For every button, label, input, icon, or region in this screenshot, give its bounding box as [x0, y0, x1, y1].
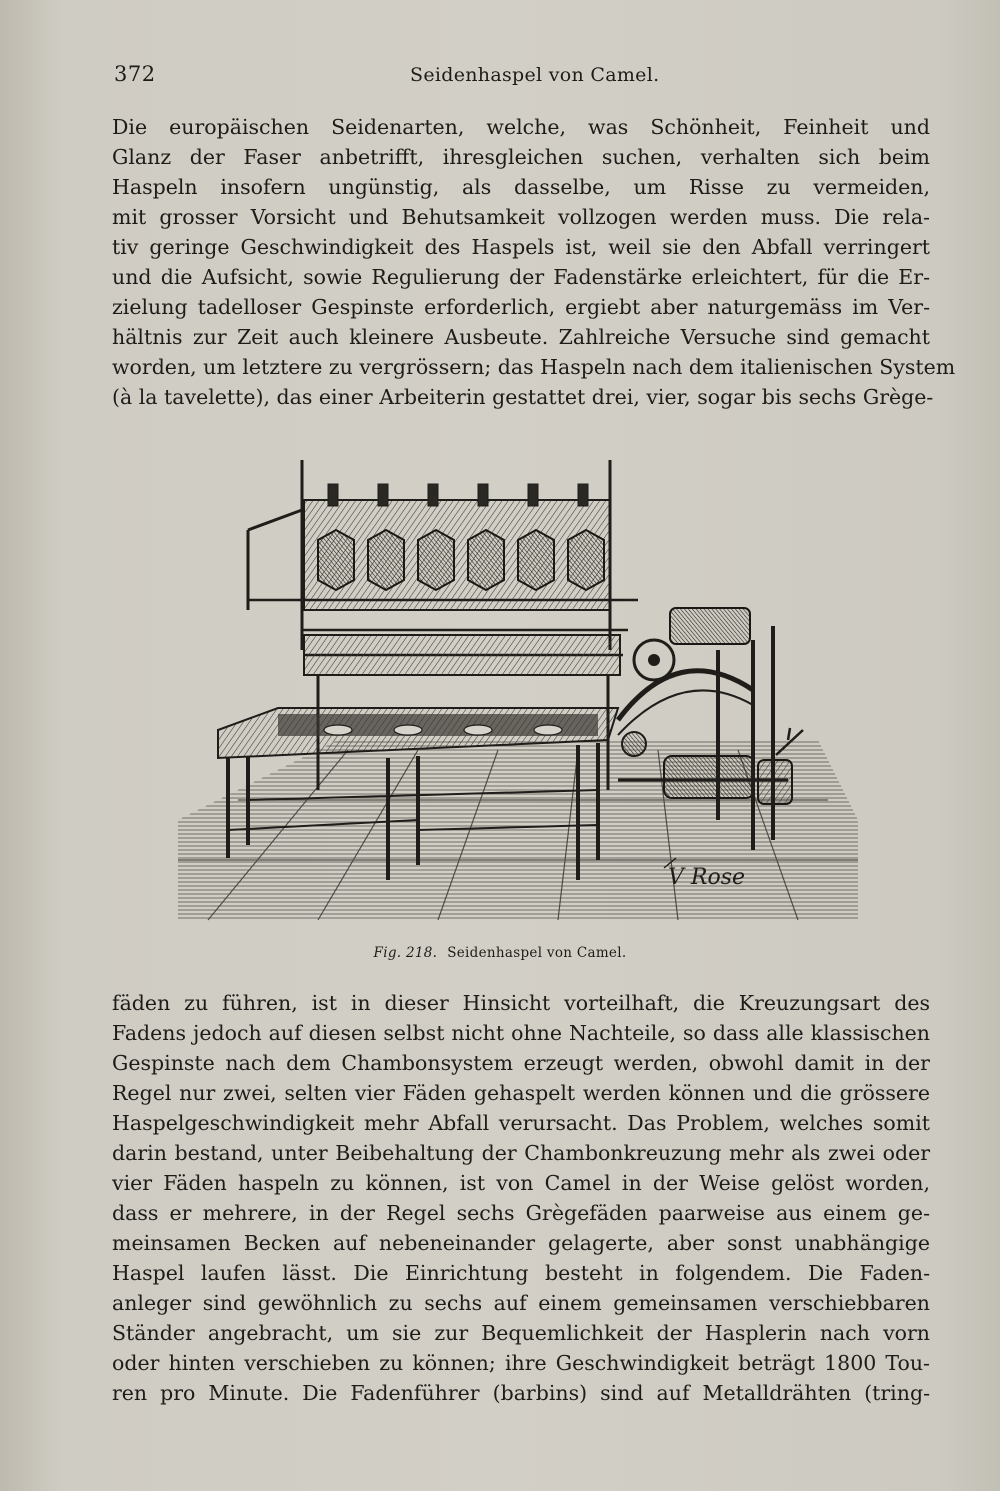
text-line: tiv geringe Geschwindigkeit des Haspels ist, weil sie den Abfall verringert [112, 235, 930, 259]
silk-reel-machine-illustration [178, 440, 858, 930]
text-line: Regel nur zwei, selten vier Fäden gehaspelt werden können und die grössere [112, 1081, 930, 1105]
text-line: darin bestand, unter Beibehaltung der Chambonkreuzung mehr als zwei oder [112, 1141, 930, 1165]
text-line: Glanz der Faser anbetrifft, ihresgleichen suchen, verhalten sich beim [112, 145, 930, 169]
text-line: Die europäischen Seidenarten, welche, was Schönheit, Feinheit und [112, 115, 930, 139]
text-line: Fadens jedoch auf diesen selbst nicht ohne Nachteile, so dass alle klassischen [112, 1021, 930, 1045]
paragraph-top [112, 112, 956, 412]
text-line: und die Aufsicht, sowie Regulierung der Fadenstärke erleichtert, für die Er- [112, 265, 930, 289]
text-line: mit grosser Vorsicht und Behutsamkeit vollzogen werden muss. Die rela- [112, 205, 930, 229]
running-title: Seidenhaspel von Camel. [410, 64, 660, 86]
page-header [112, 58, 930, 94]
artist-signature: V Rose [668, 865, 745, 890]
paragraph-bottom [112, 988, 930, 1408]
text-line: fäden zu führen, ist in dieser Hinsicht vorteilhaft, die Kreuzungsart des [112, 991, 930, 1015]
text-line: hältnis zur Zeit auch kleinere Ausbeute. Zahlreiche Versuche sind gemacht [112, 325, 930, 349]
text-line: Haspelgeschwindigkeit mehr Abfall verursacht. Das Problem, welches somit [112, 1111, 930, 1135]
text-line: anleger sind gewöhnlich zu sechs auf einem gemeinsamen verschiebbaren [112, 1291, 930, 1315]
text-line: worden, um letztere zu vergrössern; das Haspeln nach dem italienischen System [112, 355, 956, 379]
text-line: Haspel laufen lässt. Die Einrichtung besteht in folgendem. Die Faden- [112, 1261, 930, 1285]
text-line: Ständer angebracht, um sie zur Bequemlichkeit der Hasplerin nach vorn [112, 1321, 930, 1345]
text-line: Haspeln insofern ungünstig, als dasselbe, um Risse zu vermeiden, [112, 175, 930, 199]
figure-engraving [178, 440, 858, 930]
figure-label: Fig. 218. [373, 945, 438, 961]
text-line: Gespinste nach dem Chambonsystem erzeugt werden, obwohl damit in der [112, 1051, 930, 1075]
page-number: 372 [114, 62, 156, 86]
text-line: ren pro Minute. Die Fadenführer (barbins) sind auf Metalldrähten (tring- [112, 1381, 930, 1405]
text-line: dass er mehrere, in der Regel sechs Grègefäden paarweise aus einem ge- [112, 1201, 930, 1225]
text-line: zielung tadelloser Gespinste erforderlich, ergiebt aber naturgemäss im Ver- [112, 295, 930, 319]
figure-caption [0, 945, 1000, 961]
text-line: (à la tavelette), das einer Arbeiterin gestattet drei, vier, sogar bis sechs Grège- [112, 385, 934, 409]
text-line: meinsamen Becken auf nebeneinander gelagerte, aber sonst unabhängige [112, 1231, 930, 1255]
text-line: oder hinten verschieben zu können; ihre Geschwindigkeit beträgt 1800 Tou- [112, 1351, 930, 1375]
text-line: vier Fäden haspeln zu können, ist von Camel in der Weise gelöst worden, [112, 1171, 930, 1195]
figure-caption-text: Seidenhaspel von Camel. [447, 945, 627, 961]
